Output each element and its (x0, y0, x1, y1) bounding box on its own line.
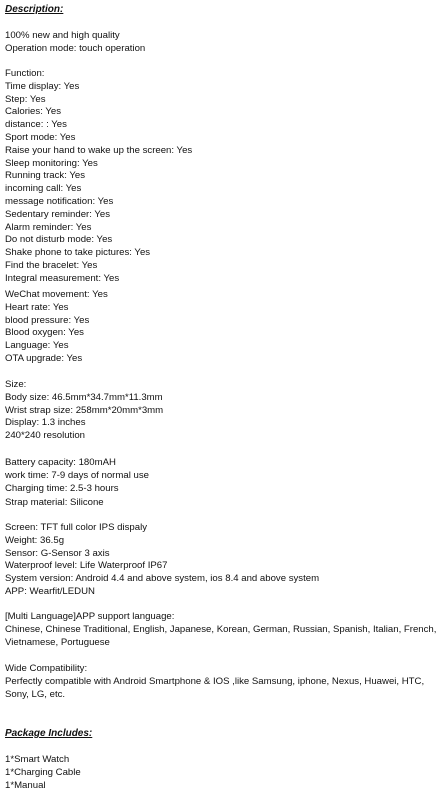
function-item: Blood oxygen: Yes (5, 327, 84, 339)
function-item: Do not disturb mode: Yes (5, 234, 113, 246)
intro-line: 100% new and high quality (5, 30, 120, 41)
function-heading: Function: (5, 68, 45, 79)
function-item: Time display: Yes (5, 80, 80, 92)
battery-line: work time: 7-9 days of normal use (5, 469, 149, 481)
function-block-b (5, 289, 441, 366)
function-item: Shake phone to take pictures: Yes (5, 247, 151, 259)
package-item: 1*Manual (5, 779, 46, 791)
compatibility-text: Perfectly compatible with Android Smartphone & IOS ,like Samsung, iphone, Nexus, Huawei, HTC, Sony, LG, etc. (5, 675, 425, 700)
language-list: Chinese, Chinese Traditional, English, Japanese, Korean, German, Russian, Spanish, Italian, French, Vietnamese, Portuguese (5, 623, 437, 648)
description-heading: Description: (5, 4, 64, 15)
function-item: Raise your hand to wake up the screen: Yes (5, 144, 193, 156)
package-item: 1*Smart Watch (5, 754, 70, 765)
size-line: 240*240 resolution (5, 430, 86, 442)
function-block-a (5, 68, 441, 286)
intro-block (5, 30, 441, 56)
compatibility-block (5, 663, 441, 701)
function-item: Alarm reminder: Yes (5, 221, 92, 233)
function-item: incoming call: Yes (5, 183, 82, 195)
size-block (5, 379, 441, 443)
function-item: Running track: Yes (5, 170, 86, 182)
battery-line: Battery capacity: 180mAH (5, 457, 116, 468)
spec-line: Weight: 36.5g (5, 534, 65, 546)
function-item: OTA upgrade: Yes (5, 352, 83, 364)
function-item: Find the bracelet: Yes (5, 259, 98, 271)
function-item: Sleep monitoring: Yes (5, 157, 98, 169)
spec-line: APP: Wearfit/LEDUN (5, 585, 95, 597)
spec-line: System version: Android 4.4 and above system, ios 8.4 and above system (5, 573, 320, 585)
size-line: Display: 1.3 inches (5, 417, 86, 429)
package-item: 1*Charging Cable (5, 766, 81, 778)
package-list (5, 754, 441, 792)
function-item: Integral measurement: Yes (5, 272, 120, 284)
compatibility-label: Wide Compatibility: (5, 663, 88, 674)
function-item: distance: : Yes (5, 119, 67, 131)
function-item: Heart rate: Yes (5, 301, 69, 313)
battery-line: Charging time: 2.5-3 hours (5, 482, 119, 494)
size-line: Body size: 46.5mm*34.7mm*11.3mm (5, 391, 163, 403)
function-item: Language: Yes (5, 340, 69, 352)
function-item: message notification: Yes (5, 195, 114, 207)
strap-block (5, 497, 441, 510)
function-item: Calories: Yes (5, 106, 61, 118)
language-block (5, 611, 441, 649)
specs-block (5, 522, 441, 599)
size-line: Size: (5, 379, 27, 390)
function-item: blood pressure: Yes (5, 314, 90, 326)
language-label: [Multi Language]APP support language: (5, 611, 175, 622)
function-item: WeChat movement: Yes (5, 289, 108, 300)
spec-line: Screen: TFT full color IPS dispaly (5, 522, 148, 533)
spec-line: Sensor: G-Sensor 3 axis (5, 547, 110, 559)
spec-line: Waterproof level: Life Waterproof IP67 (5, 560, 168, 572)
intro-line: Operation mode: touch operation (5, 42, 146, 54)
size-line: Wrist strap size: 258mm*20mm*3mm (5, 404, 164, 416)
strap-line: Strap material: Silicone (5, 497, 104, 508)
package-heading: Package Includes: (5, 728, 93, 739)
function-item: Sedentary reminder: Yes (5, 208, 111, 220)
battery-block (5, 457, 441, 495)
function-item: Step: Yes (5, 93, 46, 105)
function-item: Sport mode: Yes (5, 131, 76, 143)
